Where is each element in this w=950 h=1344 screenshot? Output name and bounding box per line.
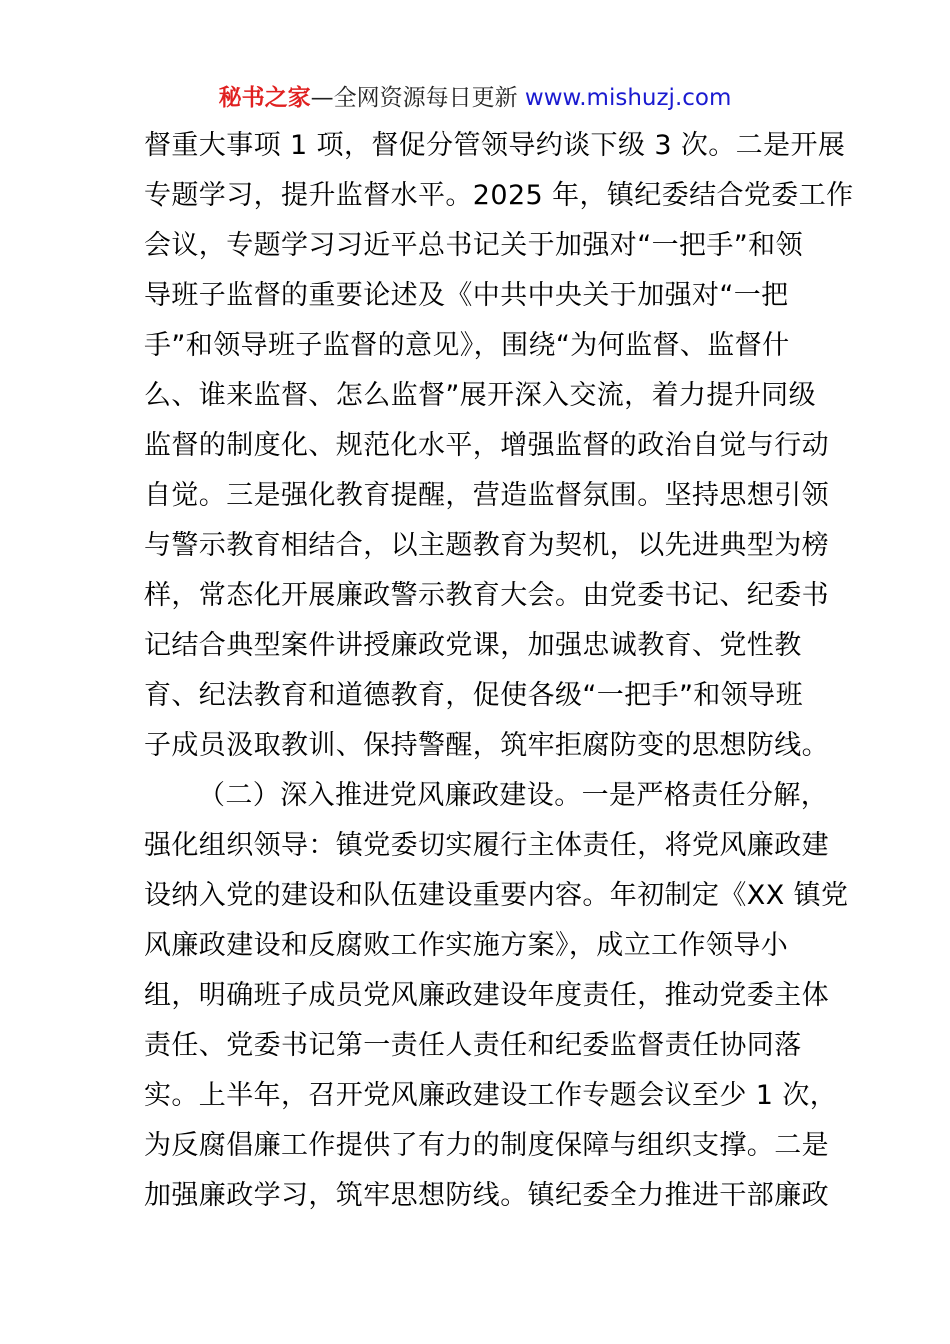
text-line: 专题学习，提升监督水平。2025 年，镇纪委结合党委工作: [144, 180, 854, 211]
text-line: 风廉政建设和反腐败工作实施方案》，成立工作领导小: [144, 930, 789, 961]
text-line: 为反腐倡廉工作提供了有力的制度保障与组织支撑。二是: [144, 1130, 829, 1161]
text-line: 责任、党委书记第一责任人责任和纪委监督责任协同落: [144, 1030, 802, 1061]
text-line: 督重大事项 1 项，督促分管领导约谈下级 3 次。二是开展: [144, 130, 846, 161]
text-line: 监督的制度化、规范化水平，增强监督的政治自觉与行动: [144, 430, 829, 461]
text-line: 子成员汲取教训、保持警醒，筑牢拒腐防变的思想防线。: [144, 730, 829, 761]
text-line: 会议，专题学习习近平总书记关于加强对“一把手”和领: [144, 230, 803, 261]
text-line: 手”和领导班子监督的意见》，围绕“为何监督、监督什: [144, 330, 790, 361]
text-line: 么、谁来监督、怎么监督”展开深入交流，着力提升同级: [144, 380, 816, 411]
text-line: 设纳入党的建设和队伍建设重要内容。年初制定《XX 镇党: [144, 880, 849, 911]
page-header: [0, 80, 950, 116]
text-line: 导班子监督的重要论述及《中共中央关于加强对“一把: [144, 280, 789, 311]
site-brand: 秘书之家: [218, 85, 311, 111]
text-line: 强化组织领导：镇党委切实履行主体责任，将党风廉政建: [144, 830, 829, 861]
text-line: 记结合典型案件讲授廉政党课，加强忠诚教育、党性教: [144, 630, 802, 661]
section-heading-line: （二）深入推进党风廉政建设。一是严格责任分解，: [198, 780, 829, 811]
site-url-link[interactable]: www.mishuzj.com: [524, 85, 732, 111]
text-line: 自觉。三是强化教育提醒，营造监督氛围。坚持思想引领: [144, 480, 829, 511]
text-line: 加强廉政学习，筑牢思想防线。镇纪委全力推进干部廉政: [144, 1180, 829, 1211]
text-line: 组，明确班子成员党风廉政建设年度责任，推动党委主体: [144, 980, 829, 1011]
text-line: 与警示教育相结合，以主题教育为契机，以先进典型为榜: [144, 530, 829, 561]
text-line: 样，常态化开展廉政警示教育大会。由党委书记、纪委书: [144, 580, 829, 611]
text-line: 实。上半年，召开党风廉政建设工作专题会议至少 1 次，: [144, 1080, 838, 1111]
site-tagline: —全网资源每日更新: [310, 85, 525, 111]
text-line: 育、纪法教育和道德教育，促使各级“一把手”和领导班: [144, 680, 803, 711]
